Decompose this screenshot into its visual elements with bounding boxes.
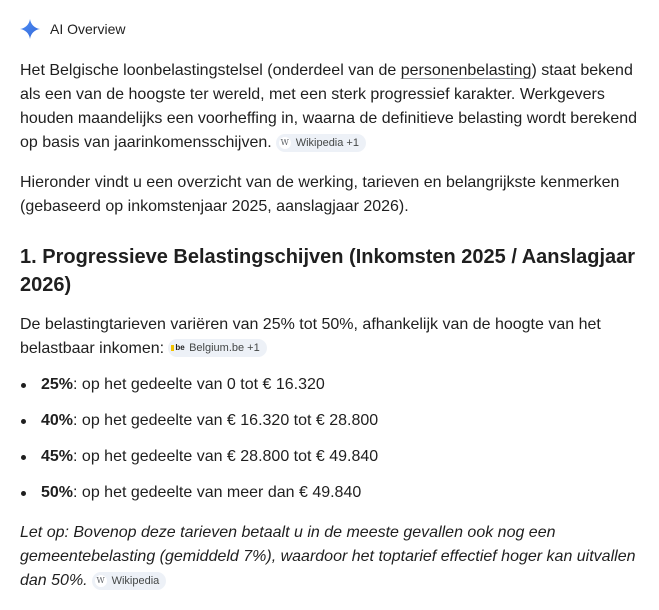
- note-paragraph: [20, 521, 645, 593]
- source-chip-label: Belgium.be +1: [189, 342, 260, 354]
- bracket-range: : op het gedeelte van meer dan € 49.840: [73, 484, 362, 501]
- bracket-rate: 40%: [41, 412, 74, 429]
- list-item: [20, 409, 645, 433]
- list-item: [20, 445, 645, 469]
- intro-paragraph: [20, 59, 645, 155]
- source-chip-belgium[interactable]: [168, 339, 267, 357]
- intro-text-before: Het Belgische loonbelastingstelsel (onderdeel van de: [20, 62, 401, 79]
- wikipedia-icon: W: [96, 576, 105, 585]
- sparkle-icon: [20, 19, 40, 39]
- section-intro-paragraph: [20, 313, 645, 361]
- personenbelasting-link[interactable]: personenbelasting: [400, 62, 532, 79]
- overview-paragraph: Hieronder vindt u een overzicht van de werking, tarieven en belangrijkste kenmerken (gebaseerd op inkomstenjaar 2025, aanslagjaar 2026).: [20, 174, 620, 215]
- bullet-icon: [21, 455, 26, 460]
- bullet-icon: [21, 491, 26, 496]
- list-item: [20, 481, 645, 505]
- source-chip-label: Wikipedia +1: [295, 137, 359, 149]
- bracket-range: : op het gedeelte van 0 tot € 16.320: [73, 376, 325, 393]
- section-heading: 1. Progressieve Belastingschijven (Inkomsten 2025 / Aanslagjaar 2026): [20, 246, 636, 296]
- source-chip-wikipedia[interactable]: [92, 572, 167, 590]
- bracket-rate: 25%: [41, 376, 74, 393]
- bracket-rate: 45%: [41, 448, 74, 465]
- source-chip-wikipedia[interactable]: [276, 134, 366, 152]
- section-intro-text: De belastingtarieven variëren van 25% tot 50%, afhankelijk van de hoogte van het belastbaar inkomen:: [20, 316, 601, 357]
- belgium-be-icon: be: [171, 342, 185, 354]
- bracket-rate: 50%: [41, 484, 74, 501]
- bracket-range: : op het gedeelte van € 16.320 tot € 28.800: [73, 412, 379, 429]
- bullet-icon: [21, 419, 26, 424]
- bullet-icon: [21, 383, 26, 388]
- source-chip-label: Wikipedia: [111, 575, 160, 587]
- wikipedia-icon: W: [280, 138, 289, 147]
- intro-text-after: ) staat bekend als een van de hoogste ter wereld, met een sterk progressief karakter. Werkgevers houden maandelijks een voorheffing in, waarna de definitieve belasting wordt berekend op basis van jaarinkomensschijven.: [20, 62, 638, 151]
- ai-overview-header: [20, 19, 125, 39]
- tax-brackets-list: [20, 373, 645, 517]
- list-item: [20, 373, 645, 397]
- note-text: Let op: Bovenop deze tarieven betaalt u in de meeste gevallen ook nog een gemeentebelasting (gemiddeld 7%), waardoor het toptarief effectief hoger kan uitvallen dan 50%.: [20, 524, 636, 589]
- ai-overview-title: AI Overview: [50, 21, 126, 37]
- bracket-range: : op het gedeelte van € 28.800 tot € 49.840: [73, 448, 379, 465]
